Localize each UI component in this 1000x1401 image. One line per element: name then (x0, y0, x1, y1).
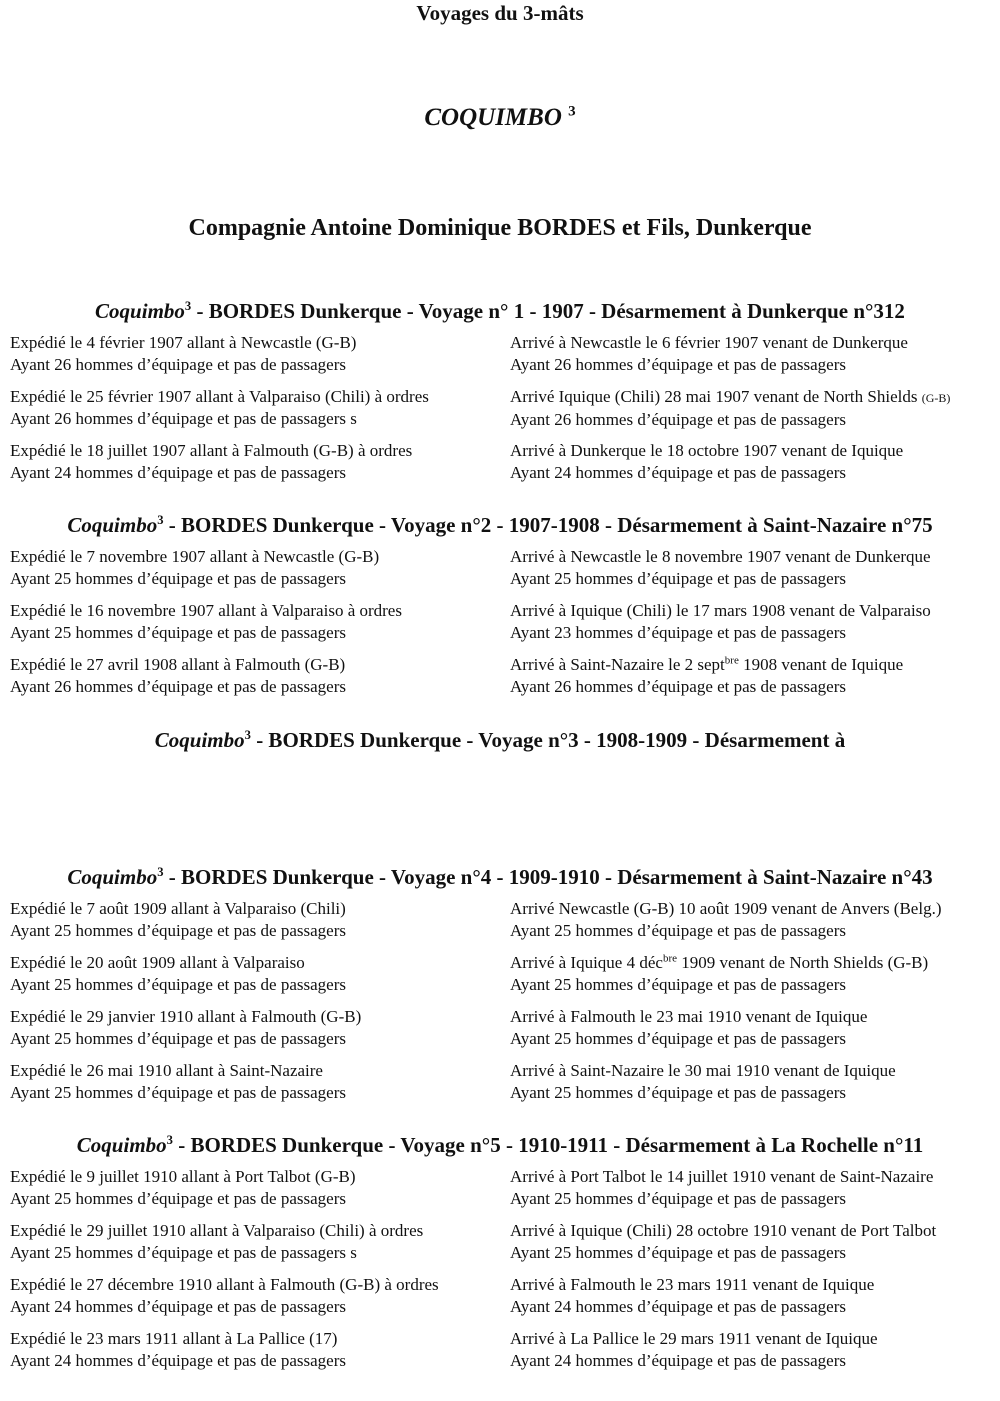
arrival-crew: Ayant 26 hommes d’équipage et pas de passagers (510, 677, 846, 696)
departure-text: Expédié le 26 mai 1910 allant à Saint-Nazaire (10, 1061, 323, 1080)
arrival-text: Arrivé à Saint-Nazaire le 30 mai 1910 venant de Iquique (510, 1061, 896, 1080)
departure-text: Expédié le 27 avril 1908 allant à Falmouth (G-B) (10, 655, 346, 674)
company-name: Compagnie Antoine Dominique BORDES et Fils, Dunkerque (188, 215, 812, 241)
voyage-ship-number: 3 (166, 1133, 173, 1147)
arrival-crew: Ayant 25 hommes d’équipage et pas de passagers (510, 569, 846, 588)
departure-text: Expédié le 9 juillet 1910 allant à Port Talbot (G-B) (10, 1167, 356, 1186)
departure-cell (10, 332, 500, 376)
arrival-cell (510, 654, 995, 698)
arrival-text: Arrivé à Newcastle le 6 février 1907 venant de Dunkerque (510, 333, 908, 352)
departure-cell (10, 1220, 500, 1264)
departure-crew: Ayant 24 hommes d’équipage et pas de passagers (10, 463, 346, 482)
departure-cell (10, 386, 500, 430)
arrival-cell (510, 1274, 995, 1318)
voyage-section-3 (0, 727, 1000, 753)
leg-row (0, 654, 1000, 698)
arrival-crew: Ayant 26 hommes d’équipage et pas de passagers (510, 410, 846, 429)
voyage-section-2 (0, 512, 1000, 708)
departure-cell (10, 654, 500, 698)
departure-text: Expédié le 16 novembre 1907 allant à Valparaiso à ordres (10, 601, 402, 620)
arrival-cell (510, 1006, 995, 1050)
departure-crew: Ayant 25 hommes d’équipage et pas de passagers (10, 623, 346, 642)
voyage-ship-name: Coquimbo (67, 865, 158, 889)
voyage-heading (0, 1132, 1000, 1158)
arrival-text: Arrivé à Falmouth le 23 mars 1911 venant de Iquique (510, 1275, 875, 1294)
arrival-crew: Ayant 25 hommes d’équipage et pas de passagers (510, 1083, 846, 1102)
voyage-title: - BORDES Dunkerque - Voyage n°2 - 1907-1908 - Désarmement à Saint-Nazaire n°75 (163, 513, 933, 537)
arrival-crew: Ayant 23 hommes d’équipage et pas de passagers (510, 623, 846, 642)
arrival-main: Arrivé Iquique (Chili) 28 mai 1907 venant de North Shields (510, 387, 918, 406)
voyage-ship-name: Coquimbo (154, 728, 245, 752)
arrival-cell (510, 1328, 995, 1372)
arrival-crew: Ayant 25 hommes d’équipage et pas de passagers (510, 1029, 846, 1048)
arrival-text (510, 654, 995, 676)
departure-cell (10, 1328, 500, 1372)
voyage-heading (0, 298, 1000, 324)
ship-number: 3 (568, 103, 576, 120)
arrival-text: Arrivé à La Pallice le 29 mars 1911 venant de Iquique (510, 1329, 878, 1348)
arrival-cell (510, 1220, 995, 1264)
arrival-text: Arrivé à Dunkerque le 18 octobre 1907 venant de Iquique (510, 441, 904, 460)
voyage-ship-number: 3 (157, 865, 164, 879)
voyage-title: - BORDES Dunkerque - Voyage n° 1 - 1907 - Désarmement à Dunkerque n°312 (191, 299, 905, 323)
leg-row (0, 952, 1000, 996)
leg-row (0, 600, 1000, 644)
departure-text: Expédié le 25 février 1907 allant à Valparaiso (Chili) à ordres (10, 387, 429, 406)
departure-cell (10, 1166, 500, 1210)
month-abbr-sup: bre (662, 952, 677, 965)
voyage-title: - BORDES Dunkerque - Voyage n°5 - 1910-1911 - Désarmement à La Rochelle n°11 (172, 1133, 924, 1157)
voyage-legs (0, 332, 1000, 484)
ship-title (0, 102, 1000, 134)
departure-crew: Ayant 26 hommes d’équipage et pas de passagers (10, 355, 346, 374)
departure-cell (10, 898, 500, 942)
voyage-heading (0, 864, 1000, 890)
arrival-cell (510, 898, 995, 942)
departure-text: Expédié le 29 janvier 1910 allant à Falmouth (G-B) (10, 1007, 362, 1026)
departure-cell (10, 1060, 500, 1104)
arrival-crew: Ayant 24 hommes d’équipage et pas de passagers (510, 463, 846, 482)
departure-text: Expédié le 7 août 1909 allant à Valparaiso (Chili) (10, 899, 346, 918)
departure-cell (10, 1274, 500, 1318)
voyage-ship-name: Coquimbo (95, 299, 185, 323)
leg-row (0, 1060, 1000, 1104)
ship-name: COQUIMBO (424, 104, 562, 131)
departure-cell (10, 546, 500, 590)
arrival-rest: 1909 venant de North Shields (G-B) (676, 953, 929, 972)
arrival-text: Arrivé à Falmouth le 23 mai 1910 venant de Iquique (510, 1007, 868, 1026)
arrival-main: Arrivé à Iquique 4 déc (510, 953, 663, 972)
departure-crew: Ayant 26 hommes d’équipage et pas de passagers (10, 677, 346, 696)
voyage-legs (0, 1166, 1000, 1372)
arrival-cell (510, 1166, 995, 1210)
departure-text: Expédié le 27 décembre 1910 allant à Falmouth (G-B) à ordres (10, 1275, 439, 1294)
departure-crew: Ayant 25 hommes d’équipage et pas de passagers (10, 921, 346, 940)
arrival-main: Arrivé à Saint-Nazaire le 2 sept (510, 655, 725, 674)
leg-row (0, 332, 1000, 376)
leg-row (0, 440, 1000, 484)
voyage-legs (0, 546, 1000, 698)
arrival-cell (510, 1060, 995, 1104)
departure-cell (10, 440, 500, 484)
arrival-cell (510, 546, 995, 590)
departure-text: Expédié le 29 juillet 1910 allant à Valparaiso (Chili) à ordres (10, 1221, 424, 1240)
arrival-text: Arrivé Newcastle (G-B) 10 août 1909 venant de Anvers (Belg.) (510, 899, 942, 918)
departure-cell (10, 952, 500, 996)
arrival-text: Arrivé à Port Talbot le 14 juillet 1910 venant de Saint-Nazaire (510, 1167, 934, 1186)
arrival-text: Arrivé à Newcastle le 8 novembre 1907 venant de Dunkerque (510, 547, 931, 566)
voyage-ship-number: 3 (157, 513, 164, 527)
departure-crew: Ayant 25 hommes d’équipage et pas de passagers (10, 975, 346, 994)
arrival-crew: Ayant 25 hommes d’équipage et pas de passagers (510, 1243, 846, 1262)
voyage-heading (0, 512, 1000, 538)
leg-row (0, 1220, 1000, 1264)
arrival-crew: Ayant 26 hommes d’équipage et pas de passagers (510, 355, 846, 374)
voyage-title: - BORDES Dunkerque - Voyage n°4 - 1909-1910 - Désarmement à Saint-Nazaire n°43 (163, 865, 933, 889)
departure-text: Expédié le 4 février 1907 allant à Newcastle (G-B) (10, 333, 357, 352)
leg-row (0, 1006, 1000, 1050)
voyage-heading (0, 727, 1000, 753)
page-header: Voyages du 3-mâts (416, 1, 584, 25)
voyage-ship-name: Coquimbo (67, 513, 158, 537)
arrival-crew: Ayant 24 hommes d’équipage et pas de passagers (510, 1351, 846, 1370)
voyage-legs (0, 898, 1000, 1104)
leg-row (0, 898, 1000, 942)
arrival-country-note: (G-B) (921, 391, 951, 405)
departure-crew: Ayant 24 hommes d’équipage et pas de passagers (10, 1351, 346, 1370)
departure-crew: Ayant 25 hommes d’équipage et pas de passagers (10, 1029, 346, 1048)
departure-text: Expédié le 23 mars 1911 allant à La Pallice (17) (10, 1329, 338, 1348)
leg-row (0, 1166, 1000, 1210)
voyage-ship-number: 3 (184, 299, 192, 313)
leg-row (0, 546, 1000, 590)
arrival-text: Arrivé à Iquique (Chili) le 17 mars 1908 venant de Valparaiso (510, 601, 931, 620)
departure-text: Expédié le 20 août 1909 allant à Valparaiso (10, 953, 305, 972)
departure-cell (10, 600, 500, 644)
arrival-cell (510, 440, 995, 484)
arrival-crew: Ayant 24 hommes d’équipage et pas de passagers (510, 1297, 846, 1316)
arrival-cell (510, 952, 995, 996)
voyage-title: - BORDES Dunkerque - Voyage n°3 - 1908-1909 - Désarmement à (250, 728, 846, 752)
leg-row (0, 386, 1000, 430)
leg-row (0, 1328, 1000, 1372)
month-abbr-sup: bre (724, 654, 739, 667)
departure-crew: Ayant 25 hommes d’équipage et pas de passagers (10, 1083, 346, 1102)
departure-cell (10, 1006, 500, 1050)
departure-crew: Ayant 24 hommes d’équipage et pas de passagers (10, 1297, 346, 1316)
voyage-ship-name: Coquimbo (76, 1133, 167, 1157)
arrival-rest: 1908 venant de Iquique (738, 655, 904, 674)
departure-crew: Ayant 25 hommes d’équipage et pas de passagers (10, 569, 346, 588)
arrival-cell (510, 332, 995, 376)
voyage-section-1 (0, 298, 1000, 494)
arrival-text (510, 952, 995, 974)
departure-text: Expédié le 18 juillet 1907 allant à Falmouth (G-B) à ordres (10, 441, 413, 460)
arrival-crew: Ayant 25 hommes d’équipage et pas de passagers (510, 921, 846, 940)
voyage-section-4 (0, 864, 1000, 1114)
arrival-text: Arrivé à Iquique (Chili) 28 octobre 1910 venant de Port Talbot (510, 1221, 937, 1240)
voyage-section-5 (0, 1132, 1000, 1382)
arrival-cell (510, 600, 995, 644)
departure-text: Expédié le 7 novembre 1907 allant à Newcastle (G-B) (10, 547, 380, 566)
voyage-ship-number: 3 (244, 728, 251, 742)
arrival-cell (510, 386, 995, 431)
departure-crew: Ayant 26 hommes d’équipage et pas de passagers s (10, 409, 357, 428)
arrival-crew: Ayant 25 hommes d’équipage et pas de passagers (510, 975, 846, 994)
arrival-text (510, 386, 995, 409)
arrival-crew: Ayant 25 hommes d’équipage et pas de passagers (510, 1189, 846, 1208)
departure-crew: Ayant 25 hommes d’équipage et pas de passagers (10, 1189, 346, 1208)
departure-crew: Ayant 25 hommes d’équipage et pas de passagers s (10, 1243, 357, 1262)
leg-row (0, 1274, 1000, 1318)
